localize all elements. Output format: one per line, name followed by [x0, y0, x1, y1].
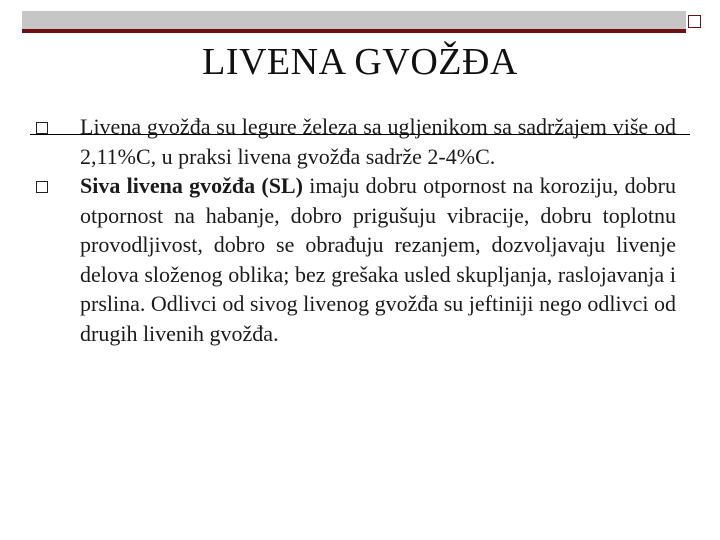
bullet-bold-2: Siva livena gvožđa (SL): [80, 173, 303, 198]
bullet-item-1: [36, 112, 676, 171]
bullet-list: [36, 112, 676, 348]
bullet-item-2: [36, 171, 676, 348]
bullet-text-2: [80, 173, 676, 346]
bullet-body-2: imaju dobru otpornost na koroziju, dobru otpornost na habanje, dobro prigušuju vibracije, dobru toplotnu provodljivost, dobro se obrađuju rezanjem, dozvoljavaju livenje delova složenog oblika; bez grešaka usled skupljanja, raslojavanja i prslina. Odlivci od sivog livenog gvožđa su jeftiniji nego odlivci od drugih livenih gvožđa.: [80, 173, 676, 346]
corner-square-icon: [688, 15, 701, 28]
header-decoration-bar: [22, 11, 686, 33]
bullet-body-1: Livena gvožđa su legure železa sa ugljenikom sa sadržajem više od 2,11%C, u praksi livena gvožđa sadrže 2-4%C.: [80, 114, 676, 169]
bullet-text-1: [80, 114, 676, 169]
hollow-square-bullet-icon: [36, 122, 48, 134]
slide-title: LIVENA GVOŽĐA: [202, 41, 518, 83]
hollow-square-bullet-icon: [36, 181, 48, 193]
